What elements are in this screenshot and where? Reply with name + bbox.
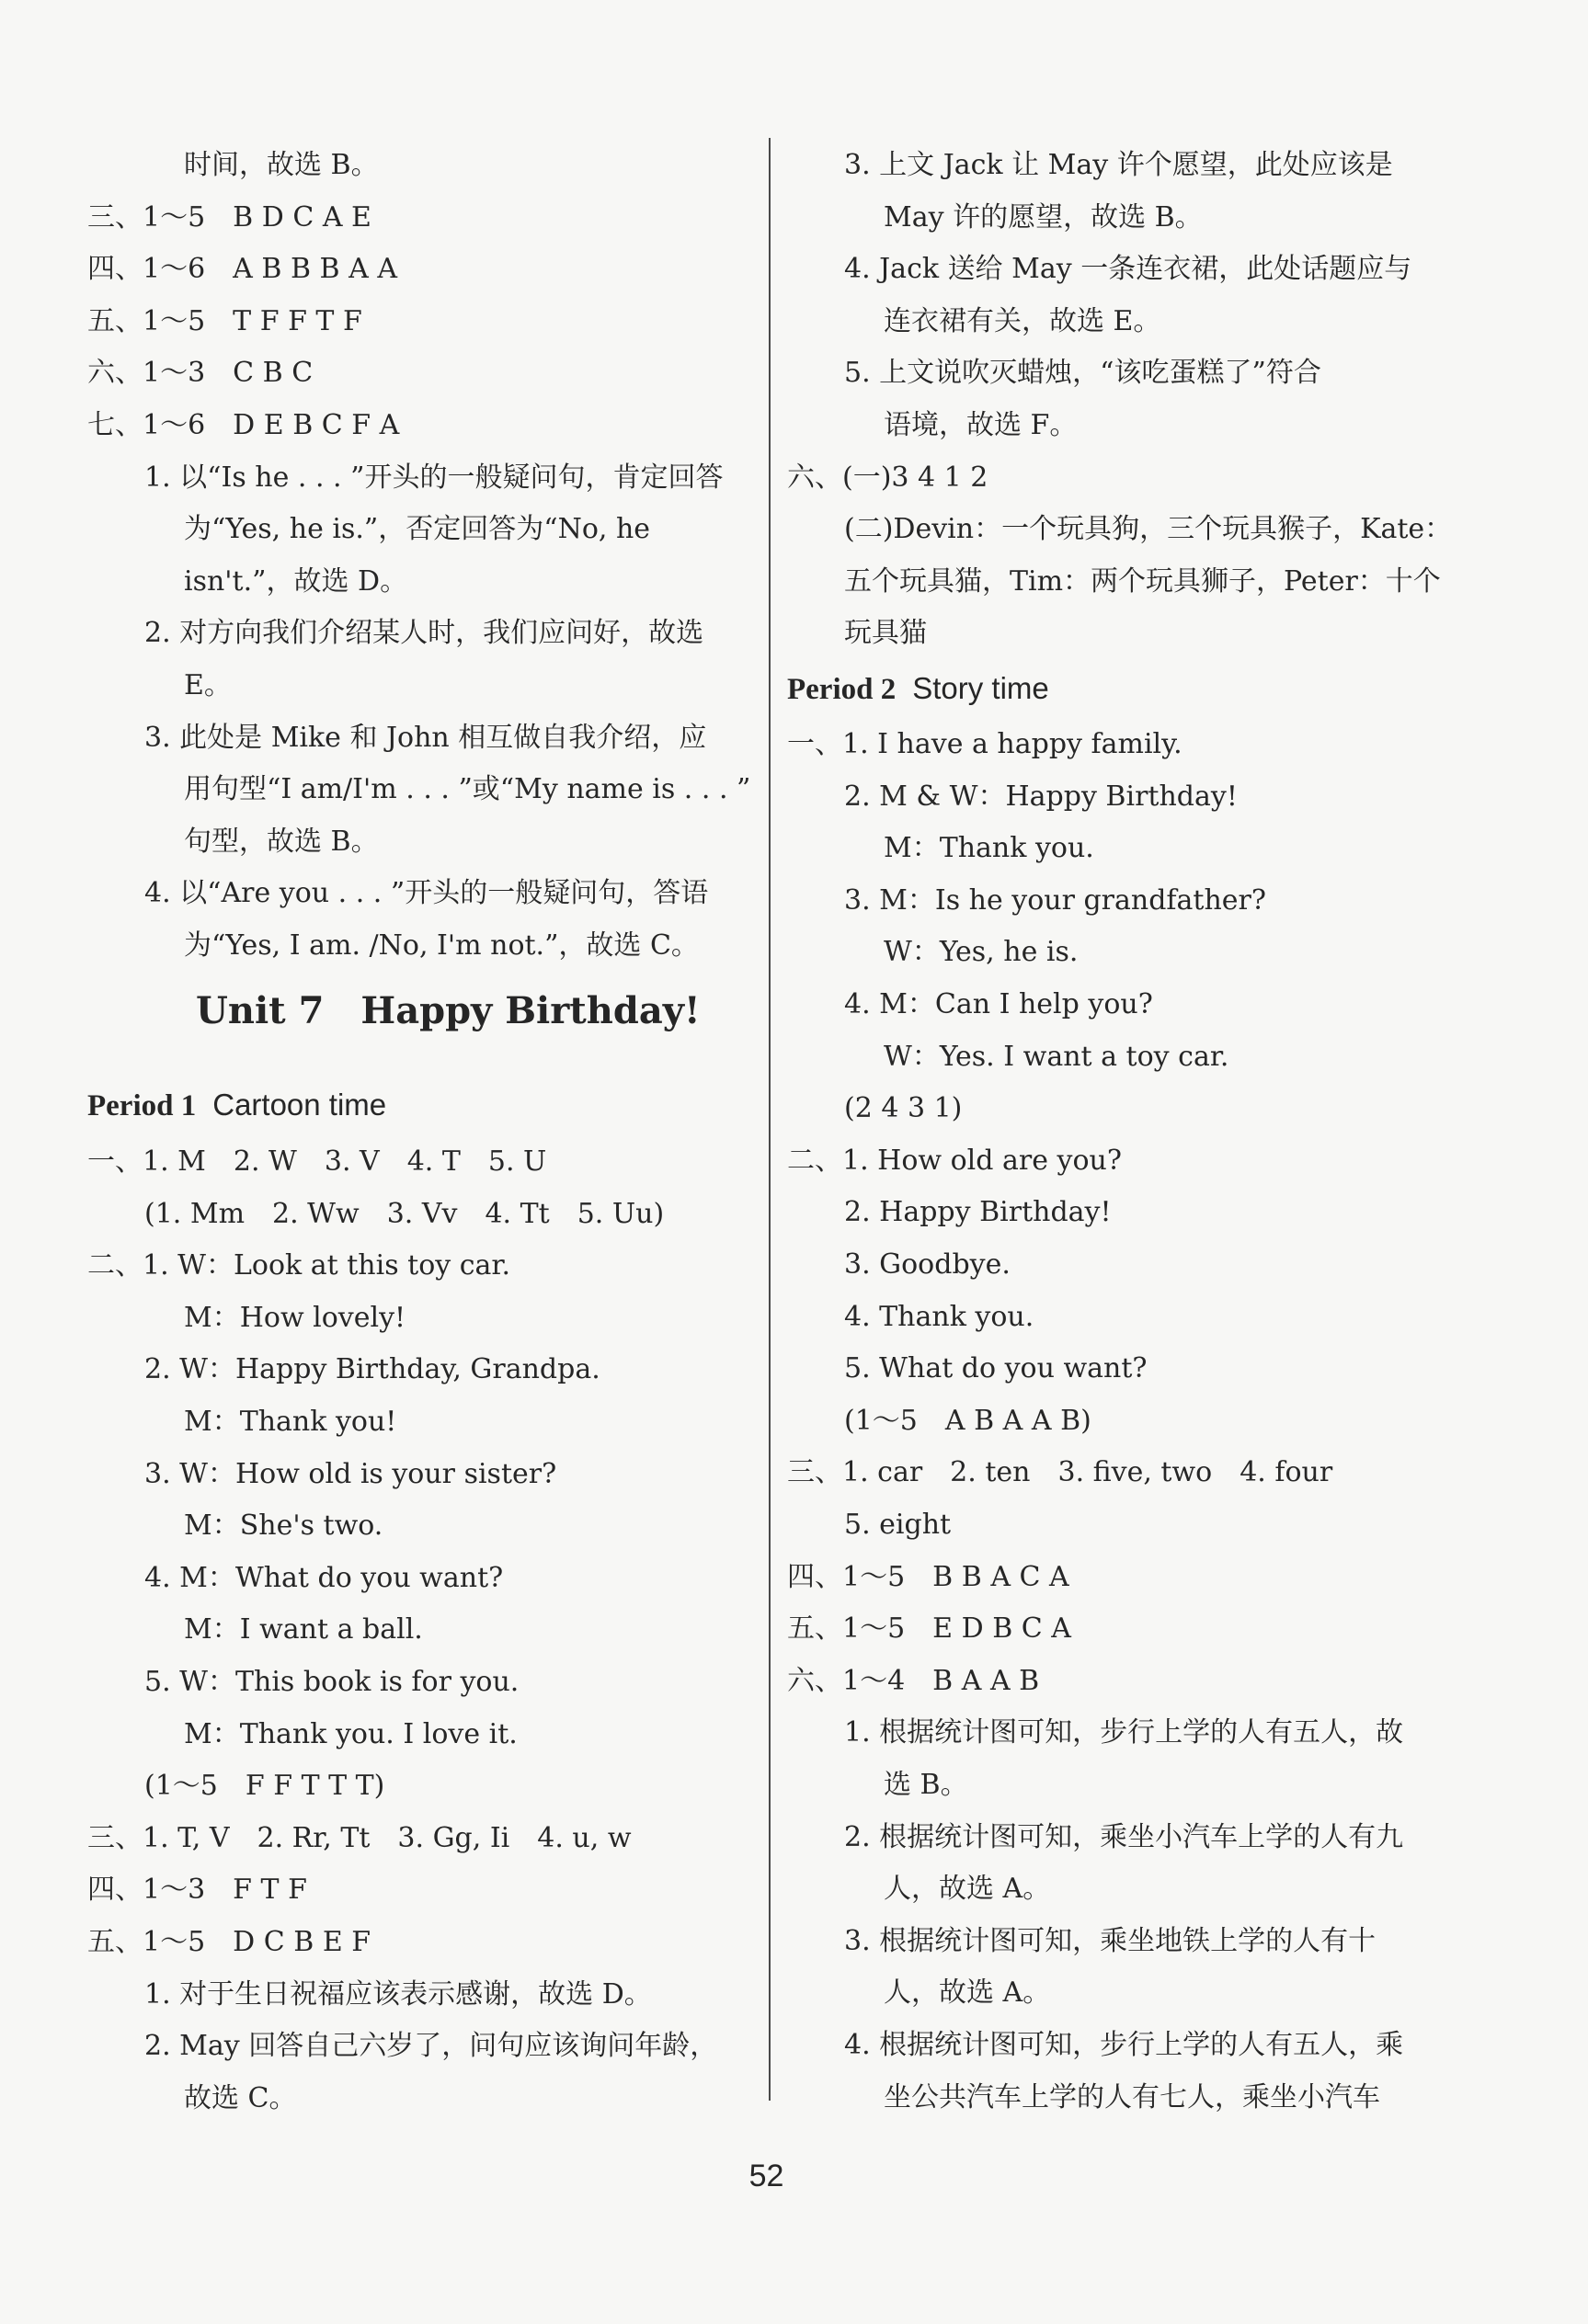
answer-line: E。	[184, 669, 232, 701]
answer-line: 六、(一)3 4 1 2	[787, 461, 988, 494]
answer-line: 一、1. I have a happy family.	[787, 728, 1182, 760]
answer-line: 三、1～5 B D C A E	[87, 200, 371, 234]
answer-line: 坐公共汽车上学的人有七人，乘坐小汽车	[884, 2080, 1380, 2113]
answer-line: 4. M：Can I help you?	[844, 988, 1153, 1020]
answer-line: 七、1～6 D E B C F A	[87, 409, 400, 441]
answer-line: W：Yes. I want a toy car.	[884, 1040, 1229, 1073]
page-number: 52	[748, 2159, 784, 2193]
answer-line: M：She's two.	[184, 1509, 383, 1543]
answer-line: (1～5 A B A A B)	[844, 1404, 1091, 1437]
answer-line: 语境，故选 F。	[884, 409, 1078, 441]
period-name: Cartoon time	[212, 1088, 387, 1122]
answer-line: M：Thank you. I love it.	[184, 1717, 518, 1750]
answer-line: 2. 根据统计图可知，乘坐小汽车上学的人有九	[844, 1820, 1404, 1853]
answer-line: 5. 上文说吹灭蜡烛，“该吃蛋糕了”符合	[844, 357, 1321, 390]
answer-line: 5. W：This book is for you.	[144, 1666, 520, 1698]
answer-line: 玩具猫	[844, 617, 927, 650]
answer-line: 二、1. How old are you?	[787, 1144, 1122, 1177]
answer-line: 3. Goodbye.	[844, 1248, 1011, 1281]
answer-line: 4. Thank you.	[844, 1300, 1034, 1333]
answer-line: 2. M & W：Happy Birthday!	[844, 780, 1238, 813]
answer-line: 人，故选 A。	[884, 1977, 1051, 2010]
period-1-heading	[87, 1086, 386, 1125]
answer-line: 四、1～3 F T F	[87, 1874, 307, 1907]
answer-line: 三、1. car 2. ten 3. five, two 4. four	[787, 1456, 1333, 1489]
answer-line: May 许的愿望，故选 B。	[884, 200, 1203, 234]
answer-line: 四、1～6 A B B B A A	[87, 253, 397, 286]
answer-line: (2 4 3 1)	[844, 1092, 963, 1125]
period-word: Period 2	[787, 673, 897, 706]
answer-line: M：Thank you.	[884, 832, 1094, 865]
answer-line: 2. Happy Birthday!	[844, 1196, 1112, 1229]
answer-line: 五、1～5 E D B C A	[787, 1612, 1071, 1646]
period-2-heading	[787, 669, 1049, 709]
unit-title	[196, 988, 701, 1034]
answer-line: 二、1. W：Look at this toy car.	[87, 1249, 511, 1282]
unit-word: Unit 7	[196, 989, 325, 1032]
answer-line: 时间，故选 B。	[184, 149, 379, 181]
period-word: Period 1	[87, 1089, 197, 1122]
answer-line: 为“Yes, he is.”，否定回答为“No, he	[184, 513, 651, 546]
answer-line: (1～5 F F T T T)	[144, 1770, 385, 1803]
answer-line: 句型，故选 B。	[184, 825, 379, 858]
answer-line: 选 B。	[884, 1769, 968, 1801]
answer-line: 三、1. T, V 2. Rr, Tt 3. Gg, Ii 4. u, w	[87, 1821, 632, 1854]
answer-line: 3. W：How old is your sister?	[144, 1457, 557, 1490]
answer-line: 六、1～3 C B C	[87, 357, 314, 390]
answer-line: M：Thank you!	[184, 1406, 397, 1438]
answer-line: (二)Devin：一个玩具狗，三个玩具猴子，Kate：	[844, 513, 1453, 546]
answer-line: 六、1～4 B A A B	[787, 1664, 1040, 1697]
answer-line: 3. M：Is he your grandfather?	[844, 883, 1266, 917]
answer-line: 4. 以“Are you . . . ”开头的一般疑问句，答语	[144, 877, 709, 910]
answer-line: 5. eight	[844, 1509, 952, 1541]
answer-line: 3. 根据统计图可知，乘坐地铁上学的人有十	[844, 1924, 1377, 1957]
answer-line: 人，故选 A。	[884, 1873, 1051, 1906]
answer-line: M：How lovely!	[184, 1301, 406, 1334]
answer-line: 用句型“I am/I'm . . . ”或“My name is . . . ”	[184, 773, 751, 806]
answer-line: 2. May 回答自己六岁了，问句应该询问年龄，	[144, 2030, 718, 2063]
answer-line: 连衣裙有关，故选 E。	[884, 304, 1161, 337]
column-divider	[769, 138, 771, 2101]
period-name: Story time	[912, 671, 1049, 705]
answer-line: 2. W：Happy Birthday, Grandpa.	[144, 1353, 600, 1386]
unit-name: Happy Birthday!	[360, 989, 701, 1032]
answer-line: 3. 此处是 Mike 和 John 相互做自我介绍，应	[144, 721, 707, 754]
answer-line: 故选 C。	[184, 2081, 297, 2114]
answer-line: (1. Mm 2. Ww 3. Vv 4. Tt 5. Uu)	[144, 1197, 665, 1230]
answer-line: 5. What do you want?	[844, 1352, 1148, 1385]
answer-line: 为“Yes, I am. /No, I'm not.”，故选 C。	[184, 929, 699, 962]
answer-line: 4. M：What do you want?	[144, 1561, 504, 1594]
answer-line: 4. 根据统计图可知，步行上学的人有五人，乘	[844, 2029, 1404, 2061]
answer-line: 3. 上文 Jack 让 May 许个愿望，此处应该是	[844, 149, 1393, 181]
answer-line: M：I want a ball.	[184, 1613, 423, 1646]
answer-line: W：Yes, he is.	[884, 936, 1079, 969]
answer-line: 一、1. M 2. W 3. V 4. T 5. U	[87, 1145, 547, 1178]
answer-line: 2. 对方向我们介绍某人时，我们应问好，故选	[144, 617, 704, 650]
answer-line: 五、1～5 T F F T F	[87, 304, 362, 337]
answer-line: 4. Jack 送给 May 一条连衣裙，此处话题应与	[844, 253, 1412, 286]
answer-line: 1. 根据统计图可知，步行上学的人有五人，故	[844, 1716, 1404, 1749]
answer-line: 1. 对于生日祝福应该表示感谢，故选 D。	[144, 1977, 652, 2011]
answer-line: 五个玩具猫，Tim：两个玩具狮子，Peter：十个	[844, 564, 1441, 598]
answer-line: 1. 以“Is he . . . ”开头的一般疑问句，肯定回答	[144, 461, 724, 494]
answer-line: 五、1～5 D C B E F	[87, 1926, 371, 1958]
answer-line: 四、1～5 B B A C A	[787, 1560, 1069, 1593]
answer-line: isn't.”，故选 D。	[184, 564, 408, 598]
